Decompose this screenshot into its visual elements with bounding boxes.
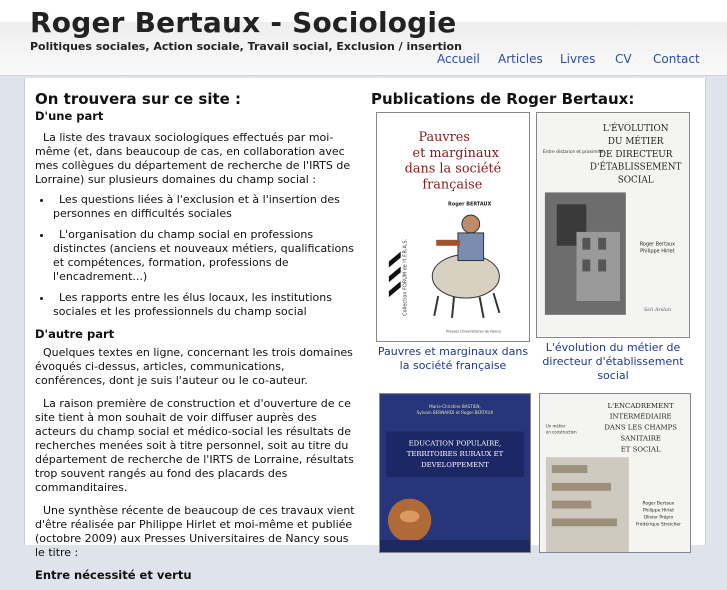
cover-authors: Roger Bertaux xyxy=(642,501,675,507)
svg-text:en construction: en construction xyxy=(545,429,577,435)
book-caption[interactable]: L'évolution du métier de directeur d'établissement social xyxy=(542,341,684,382)
svg-text:Philippe Hirlet: Philippe Hirlet xyxy=(642,508,674,514)
cover-tag: Entre distance et proximité xyxy=(542,149,604,155)
svg-text:et marginaux: et marginaux xyxy=(412,145,500,161)
part1-text: La liste des travaux sociologiques effectués par moi-même (et, dans beaucoup de cas, en collaboration avec mes collègues du département de recherche de l'IRTS de Lorraine) sur plusieurs domaines du champ social : xyxy=(35,131,351,186)
book-cover-education[interactable] xyxy=(379,393,531,553)
main-content xyxy=(24,78,706,582)
svg-text:TERRITOIRES RURAUX ET: TERRITOIRES RURAUX ET xyxy=(406,450,504,459)
part2-text: Quelques textes en ligne, concernant les trois domaines évoqués ci-dessus, articles, communications, conférences, dont je suis l'auteur ou le co-auteur. xyxy=(35,346,353,387)
part2-heading: D'autre part xyxy=(35,327,115,341)
cover-author: Roger BERTAUX xyxy=(448,201,492,208)
svg-text:française: française xyxy=(422,177,483,193)
svg-text:Frédérique Streicher: Frédérique Streicher xyxy=(635,522,681,528)
publications-heading: Publications de Roger Bertaux: xyxy=(371,90,635,108)
nav-articles[interactable]: Articles xyxy=(498,52,543,66)
book-directeur-etablissement[interactable] xyxy=(533,112,693,383)
svg-text:dans la société: dans la société xyxy=(404,161,502,177)
cover-authors: Roger Bertaux xyxy=(639,241,676,248)
svg-text:DEVELOPPEMENT: DEVELOPPEMENT xyxy=(421,461,489,470)
list-item: • Les questions liées à l'exclusion et à l'insertion des personnes en difficultés sociales xyxy=(53,193,357,221)
svg-text:INTERMÉDIAIRE: INTERMÉDIAIRE xyxy=(609,412,672,421)
nav-cv[interactable]: CV xyxy=(615,52,632,66)
nav-accueil[interactable]: Accueil xyxy=(437,52,480,66)
cover-publisher: Seli Arslan xyxy=(643,306,671,313)
cover-series: Collection FORUM de l'I.F.R.A.S. xyxy=(402,238,409,316)
site-subtitle: Politiques sociales, Action sociale, Travail social, Exclusion / insertion xyxy=(30,40,462,53)
cover-authors: Marie-Christine BASTIEN, xyxy=(429,403,481,409)
list-item: • Les rapports entre les élus locaux, les institutions sociales et les professionnels du champ social xyxy=(53,291,357,319)
book-caption[interactable]: Pauvres et marginaux dans la société française xyxy=(377,345,529,372)
book-cover-pauvres[interactable] xyxy=(376,112,530,342)
svg-text:Sylvain BERNARDI et Roger BERT: Sylvain BERNARDI et Roger BERTAUX xyxy=(416,409,494,415)
part1-heading: D'une part xyxy=(35,109,104,123)
book-title-heading: Entre nécessité et vertu xyxy=(35,568,192,582)
svg-text:ET SOCIAL: ET SOCIAL xyxy=(620,445,661,454)
domains-list xyxy=(53,193,357,319)
cover-tag: Un métier xyxy=(545,423,566,429)
svg-text:D'ÉTABLISSEMENT: D'ÉTABLISSEMENT xyxy=(589,162,682,173)
svg-text:EDUCATION POPULAIRE,: EDUCATION POPULAIRE, xyxy=(408,439,502,448)
book-cover-directeur[interactable] xyxy=(536,112,690,338)
book-education-populaire[interactable] xyxy=(375,393,535,553)
book-pauvres-marginaux[interactable] xyxy=(373,112,533,373)
site-title: Roger Bertaux - Sociologie xyxy=(30,6,457,39)
intro-section xyxy=(35,90,357,590)
svg-text:DU MÉTIER: DU MÉTIER xyxy=(607,137,664,148)
svg-text:L'ÉVOLUTION: L'ÉVOLUTION xyxy=(602,124,669,135)
cover-title-line: Pauvres xyxy=(418,130,470,146)
main-nav xyxy=(0,52,727,70)
svg-text:SANITAIRE: SANITAIRE xyxy=(620,434,661,443)
publications-section xyxy=(371,90,707,108)
para-synthesis: Une synthèse récente de beaucoup de ces travaux vient d'être réalisée par Philippe Hirlet et moi-même et publiée (octobre 2009) aux Presses Universitaires de Nancy sous le titre : xyxy=(35,504,355,559)
nav-contact[interactable]: Contact xyxy=(653,52,700,66)
svg-text:DE DIRECTEUR: DE DIRECTEUR xyxy=(598,149,673,160)
svg-text:L'ENCADREMENT: L'ENCADREMENT xyxy=(607,401,674,410)
nav-livres[interactable]: Livres xyxy=(560,52,596,66)
para-site-purpose: La raison première de construction et d'ouverture de ce site tient à mon souhait de voir diffuser auprès des acteurs du champ social et médico-social les résultats de recherches menées soit à titre personnel, soit au titre du département de recherche de l'IRTS de Lorraine, résultats trop souvent rangés au fond des placards des commanditaires. xyxy=(35,397,354,494)
svg-text:Philippe Hirlet: Philippe Hirlet xyxy=(640,248,675,255)
list-item: • L'organisation du champ social en professions distinctes (anciens et nouveaux métiers, qualifications et compétences, formation, professions de l'encadrement...) xyxy=(53,228,357,284)
book-encadrement-intermediaire[interactable] xyxy=(535,393,695,553)
svg-text:SOCIAL: SOCIAL xyxy=(617,175,654,186)
book-cover-encadrement[interactable] xyxy=(539,393,691,553)
intro-heading: On trouvera sur ce site : xyxy=(35,90,242,108)
svg-text:DANS LES CHAMPS: DANS LES CHAMPS xyxy=(604,423,677,432)
cover-publisher: Presses Universitaires de Nancy xyxy=(446,329,502,334)
site-header xyxy=(0,0,727,76)
svg-text:Olivier Prépin: Olivier Prépin xyxy=(643,515,674,521)
